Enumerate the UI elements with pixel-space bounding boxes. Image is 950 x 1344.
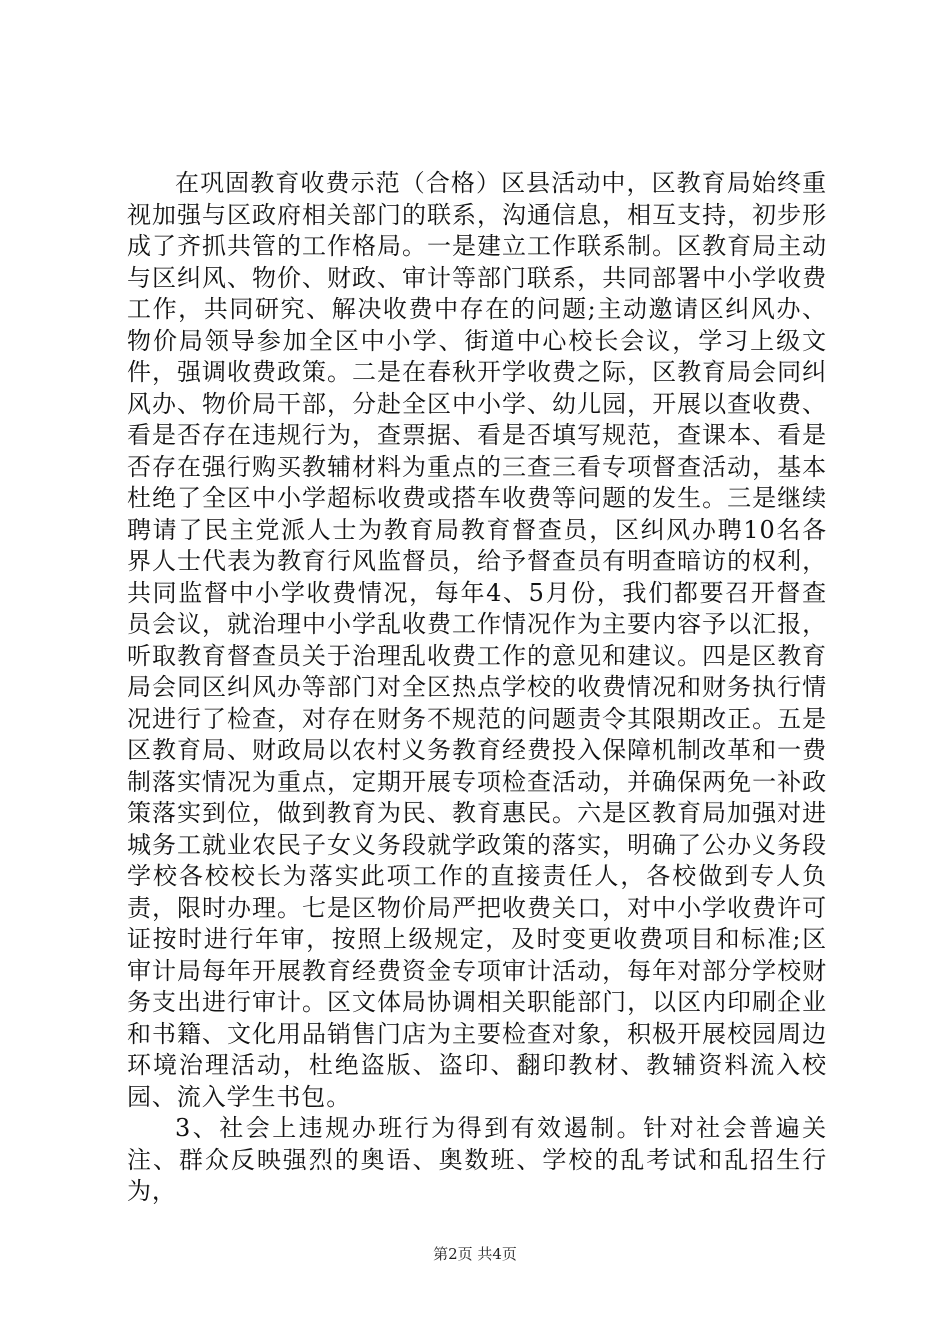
- paragraph-2: 3、社会上违规办班行为得到有效遏制。针对社会普遍关注、群众反映强烈的奥语、奥数班、学校的乱考试和乱招生行为，: [127, 1114, 827, 1205]
- paragraph-1: 在巩固教育收费示范（合格）区县活动中，区教育局始终重视加强与区政府相关部门的联系，沟通信息，相互支持，初步形成了齐抓共管的工作格局。一是建立工作联系制。区教育局主动与区纠风、物价、财政、审计等部门联系，共同部署中小学收费工作，共同研究、解决收费中存在的问题;主动邀请区纠风办、物价局领导参加全区中小学、街道中心校长会议，学习上级文件，强调收费政策。二是在春秋开学收费之际，区教育局会同纠风办、物价局干部，分赴全区中小学、幼儿园，开展以查收费、看是否存在违规行为，查票据、看是否填写规范，查课本、看是否存在强行购买教辅材料为重点的三查三看专项督查活动，基本杜绝了全区中小学超标收费或搭车收费等问题的发生。三是继续聘请了民主党派人士为教育局教育督查员，区纠风办聘10名各界人士代表为教育行风监督员，给予督查员有明查暗访的权利，共同监督中小学收费情况，每年4、5月份，我们都要召开督查员会议，就治理中小学乱收费工作情况作为主要内容予以汇报，听取教育督查员关于治理乱收费工作的意见和建议。四是区教育局会同区纠风办等部门对全区热点学校的收费情况和财务执行情况进行了检查，对存在财务不规范的问题责令其限期改正。五是区教育局、财政局以农村义务教育经费投入保障机制改革和一费制落实情况为重点，定期开展专项检查活动，并确保两免一补政策落实到位，做到教育为民、教育惠民。六是区教育局加强对进城务工就业农民子女义务段就学政策的落实，明确了公办义务段学校各校校长为落实此项工作的直接责任人，各校做到专人负责，限时办理。七是区物价局严把收费关口，对中小学收费许可证按时进行年审，按照上级规定，及时变更收费项目和标准;区审计局每年开展教育经费资金专项审计活动，每年对部分学校财务支出进行审计。区文体局协调相关职能部门，以区内印刷企业和书籍、文化用品销售门店为主要检查对象，积极开展校园周边环境治理活动，杜绝盗版、盗印、翻印教材、教辅资料流入校园、流入学生书包。: [127, 169, 827, 1111]
- document-body: [127, 168, 827, 1208]
- page-footer: 第2页 共4页: [433, 1245, 517, 1263]
